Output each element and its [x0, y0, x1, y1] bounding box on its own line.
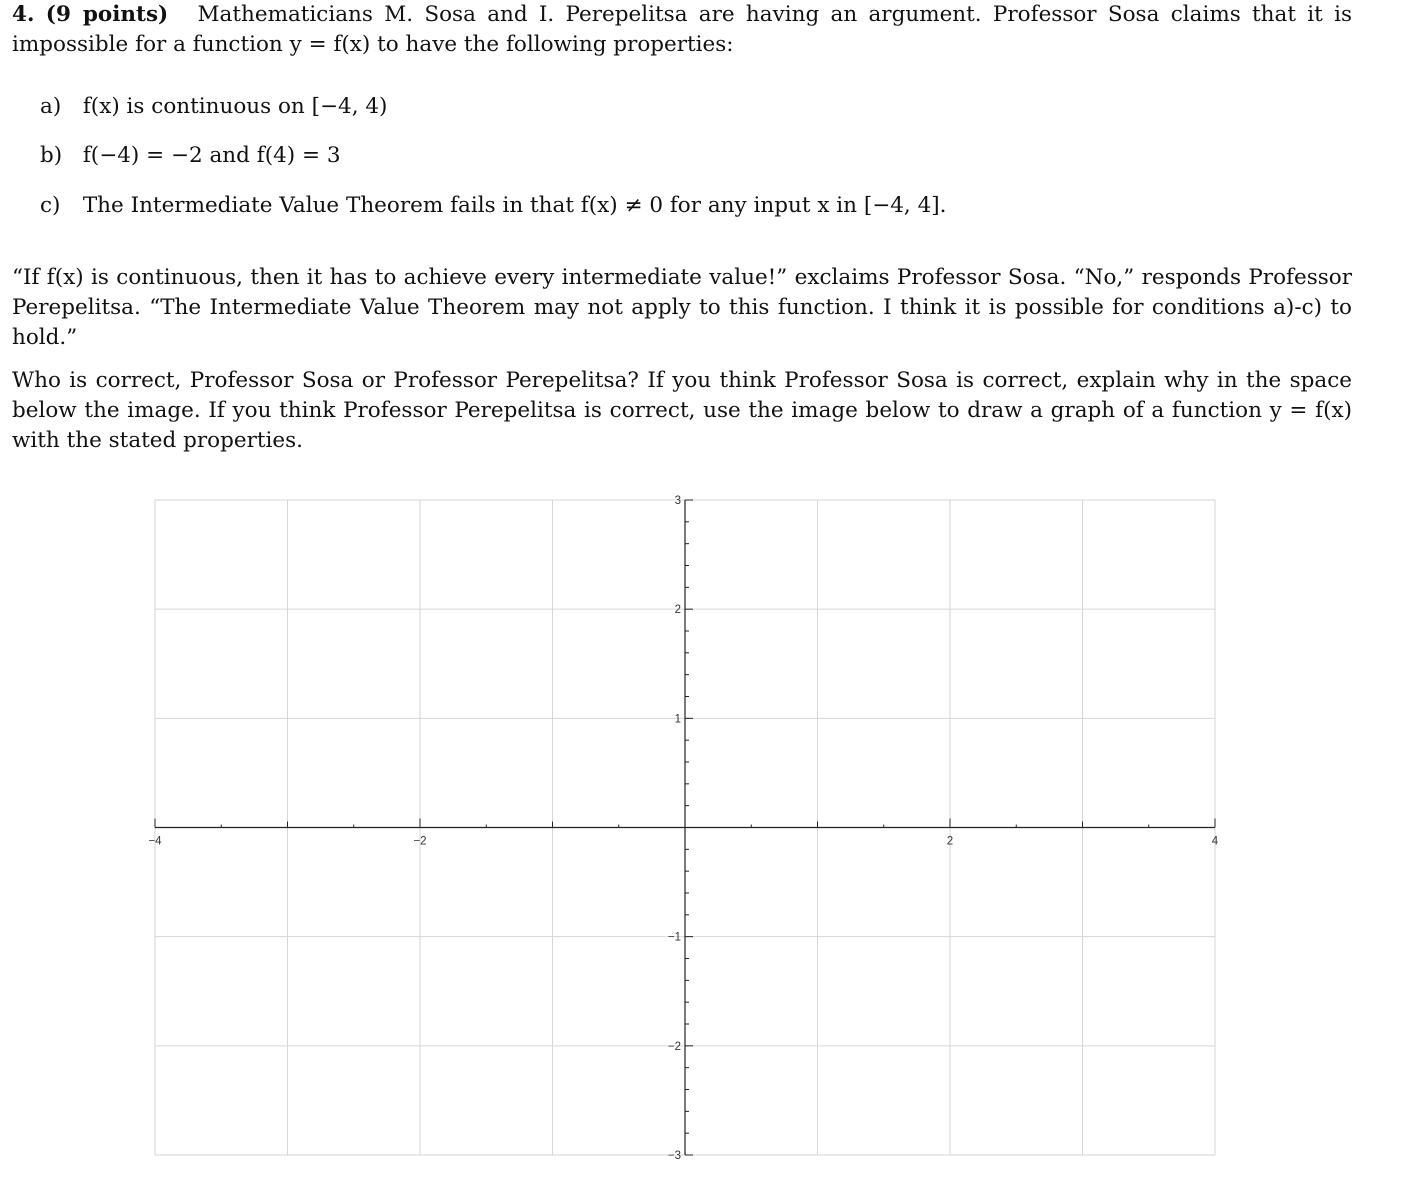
condition-label: b) [40, 143, 63, 168]
x-tick-label: 2 [946, 835, 954, 848]
dialogue-paragraph: “If f(x) is continuous, then it has to achieve every intermediate value!” exclaims Professor Sosa. “No,” responds Professor Perepelitsa. “The Intermediate Value Theorem may not apply to this function. I think it is possible for conditions a)-c) to hold.” [12, 265, 1352, 350]
condition-label: a) [40, 94, 62, 119]
question-paragraph: Who is correct, Professor Sosa or Professor Perepelitsa? If you think Professor Sosa is correct, explain why in the space below the image. If you think Professor Perepelitsa is correct, use the image below to draw a graph of a function y = f(x) with the stated properties. [12, 368, 1352, 453]
y-tick-label: −1 [667, 931, 681, 944]
tick-labels [148, 495, 1218, 1162]
y-tick-label: −2 [667, 1040, 681, 1053]
problem-points: (9 points) [45, 2, 169, 27]
problem-intro-text: Mathematicians M. Sosa and I. Perepelitsa are having an argument. Professor Sosa claims that it is impossible for a function y = f(x) to have the following properties: [12, 2, 1353, 57]
condition-b [40, 143, 341, 168]
axes [155, 500, 1215, 1155]
y-tick-label: 1 [674, 713, 681, 726]
x-tick-label: −4 [148, 835, 162, 848]
problem-number: 4. [12, 2, 35, 27]
answer-graph-grid[interactable] [130, 486, 1250, 1176]
condition-a [40, 94, 387, 119]
x-tick-label: −2 [413, 835, 427, 848]
condition-c [40, 193, 947, 218]
condition-text: f(x) is continuous on [−4, 4) [82, 94, 388, 119]
problem-intro [12, 0, 1352, 60]
x-tick-label: 4 [1211, 835, 1219, 848]
y-tick-label: −3 [667, 1150, 681, 1162]
condition-text: f(−4) = −2 and f(4) = 3 [82, 143, 341, 168]
condition-label: c) [40, 193, 61, 218]
y-tick-label: 2 [674, 604, 681, 617]
y-tick-label: 3 [674, 495, 681, 507]
condition-text: The Intermediate Value Theorem fails in that f(x) ≠ 0 for any input x in [−4, 4]. [82, 193, 947, 218]
